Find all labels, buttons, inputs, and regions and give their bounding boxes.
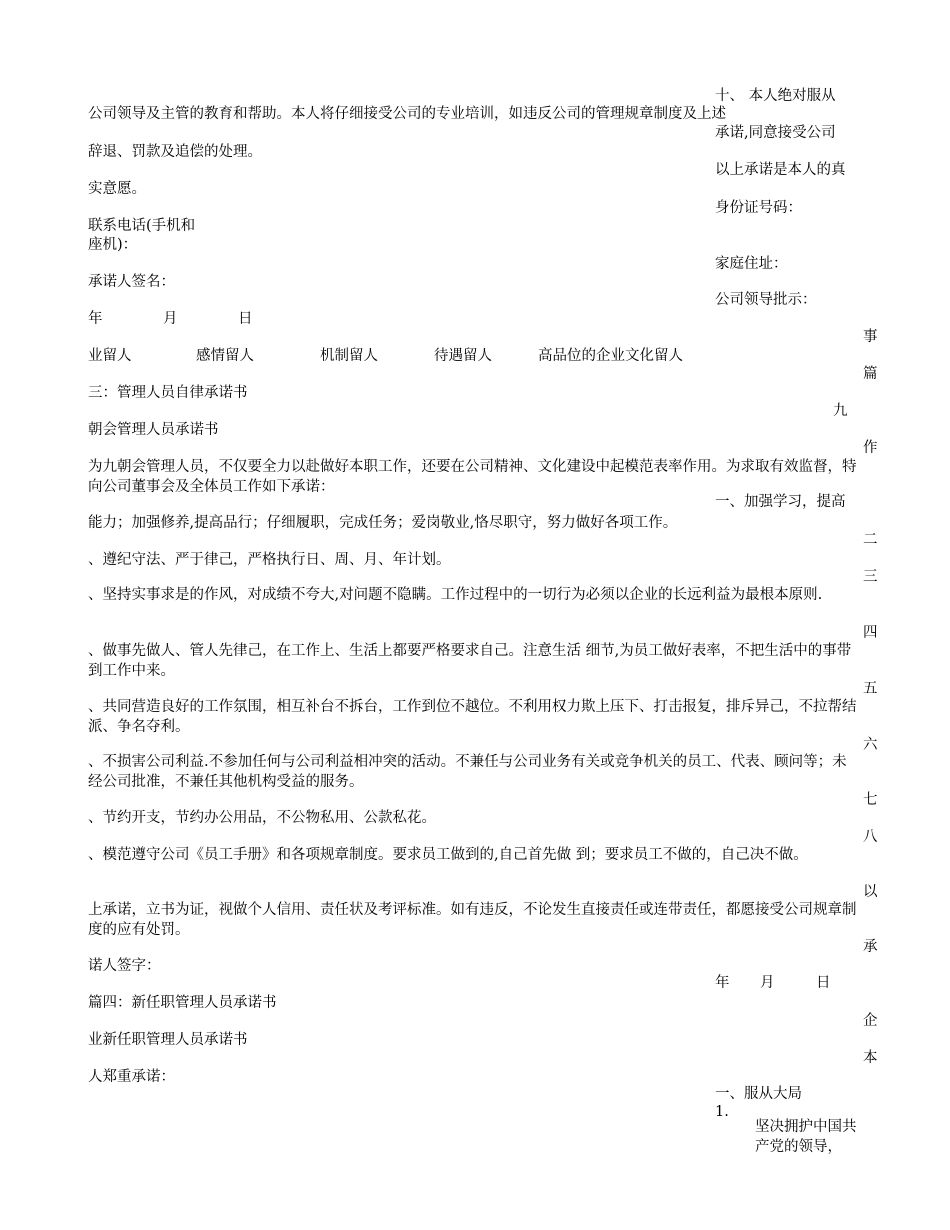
paragraph-line: 实意愿。 <box>88 181 146 197</box>
pledge-item: 、遵纪守法、严于律己，严格执行日、周、月、年计划。 <box>88 552 451 568</box>
right-col-line-7: 一、加强学习，提高 <box>715 494 846 510</box>
retain-item: 感情留人 <box>196 348 254 364</box>
right-col-line-1: 十、 本人绝对服从 <box>715 88 836 104</box>
phone-label-line-2: 座机)： <box>88 237 138 253</box>
retain-item: 业留人 <box>88 348 132 364</box>
date-day: 日 <box>238 311 253 327</box>
edge-char: 本 <box>863 1050 878 1066</box>
edge-char: 八 <box>863 829 878 845</box>
edge-char: 五 <box>863 681 878 697</box>
date-year: 年 <box>88 311 103 327</box>
document-title: 业新任职管理人员承诺书 <box>88 1032 248 1048</box>
paragraph-line: 公司领导及主管的教育和帮助。本人将仔细接受公司的专业培训，如违反公司的管理规章制度及上述 <box>88 106 726 122</box>
pledge-item: 、做事先做人、管人先律己，在工作上、生活上都要严格要求自己。注意生活 细节,为员工做好表率，不把生活中的事带到工作中来。 <box>88 643 852 679</box>
right-col-date-year: 年 <box>715 975 730 991</box>
edge-char: 以 <box>863 884 878 900</box>
right-col-item-number: 1. <box>715 1104 729 1120</box>
intro-paragraph: 为九朝会管理人员，不仅要全力以赴做好本职工作，还要在公司精神、文化建设中起模范表率作用。为求取有效监督，特向公司董事会及全体员工作如下承诺： <box>88 459 857 495</box>
right-col-item-text: 坚决拥护中国共产党的领导， <box>755 1118 857 1155</box>
right-col-line-3: 以上承诺是本人的真 <box>715 162 846 178</box>
section-heading: 三：管理人员自律承诺书 <box>88 385 248 401</box>
edge-char: 四 <box>863 625 878 641</box>
retain-item: 高品位的企业文化留人 <box>538 348 683 364</box>
edge-char: 作 <box>863 440 878 456</box>
signature-label: 承诺人签名： <box>88 274 175 290</box>
pledge-item: 能力；加强修养,提高品行；仔细履职，完成任务；爱岗敬业,恪尽职守，努力做好各项工作。 <box>88 515 678 531</box>
pledge-item: 、坚持实事求是的作风，对成绩不夸大,对问题不隐瞒。工作过程中的一切行为必须以企业的长远利益为最根本原则. <box>88 587 823 603</box>
right-col-id-number-label: 身份证号码： <box>715 200 802 216</box>
document-title: 朝会管理人员承诺书 <box>88 422 219 438</box>
right-col-address-label: 家庭住址： <box>715 256 788 272</box>
paragraph-line: 辞退、罚款及追偿的处理。 <box>88 144 262 160</box>
phone-label-line-1: 联系电话(手机和 <box>88 218 196 234</box>
edge-char: 事 <box>863 329 878 345</box>
pledge-item: 、节约开支，节约办公用品，不公物私用、公款私花。 <box>88 810 436 826</box>
edge-char: 承 <box>863 939 878 955</box>
edge-char: 篇 <box>863 366 878 382</box>
right-col-line-2: 承诺,同意接受公司 <box>715 125 836 141</box>
right-col-date-day: 日 <box>816 975 831 991</box>
pledge-item: 、不损害公司利益.不参加任何与公司利益相冲突的活动。不兼任与公司业务有关或竞争机关的员工、代表、顾问等；未经公司批准，不兼任其他机构受益的服务。 <box>88 754 847 790</box>
section-heading: 篇四：新任职管理人员承诺书 <box>88 995 277 1011</box>
edge-char: 三 <box>863 569 878 585</box>
pledge-item: 、共同营造良好的工作氛围，相互补台不拆台，工作到位不越位。不利用权力欺上压下、打击报复，排斥异己，不拉帮结派、争名夺利。 <box>88 699 857 735</box>
retain-item: 待遇留人 <box>434 348 492 364</box>
pledge-item: 、模范遵守公司《员工手册》和各项规章制度。要求员工做到的,自己首先做 到；要求员工不做的，自己决不做。 <box>88 847 808 863</box>
edge-char: 二 <box>863 532 878 548</box>
right-col-date-month: 月 <box>760 975 775 991</box>
signature-label: 诺人签字： <box>88 958 161 974</box>
right-col-approval-label: 公司领导批示： <box>715 292 817 308</box>
retain-item: 机制留人 <box>320 348 378 364</box>
right-col-section-heading: 一、服从大局 <box>715 1086 802 1102</box>
edge-char: 七 <box>863 792 878 808</box>
date-month: 月 <box>163 311 178 327</box>
edge-char: 企 <box>863 1013 878 1029</box>
closing-paragraph: 上承诺，立书为证，视做个人信用、责任状及考评标准。如有违反，不论发生直接责任或连带责任，都愿接受公司规章制度的应有处罚。 <box>88 902 857 938</box>
edge-char: 六 <box>863 737 878 753</box>
solemn-pledge-label: 人郑重承诺： <box>88 1069 175 1085</box>
edge-char: 九 <box>833 403 848 419</box>
